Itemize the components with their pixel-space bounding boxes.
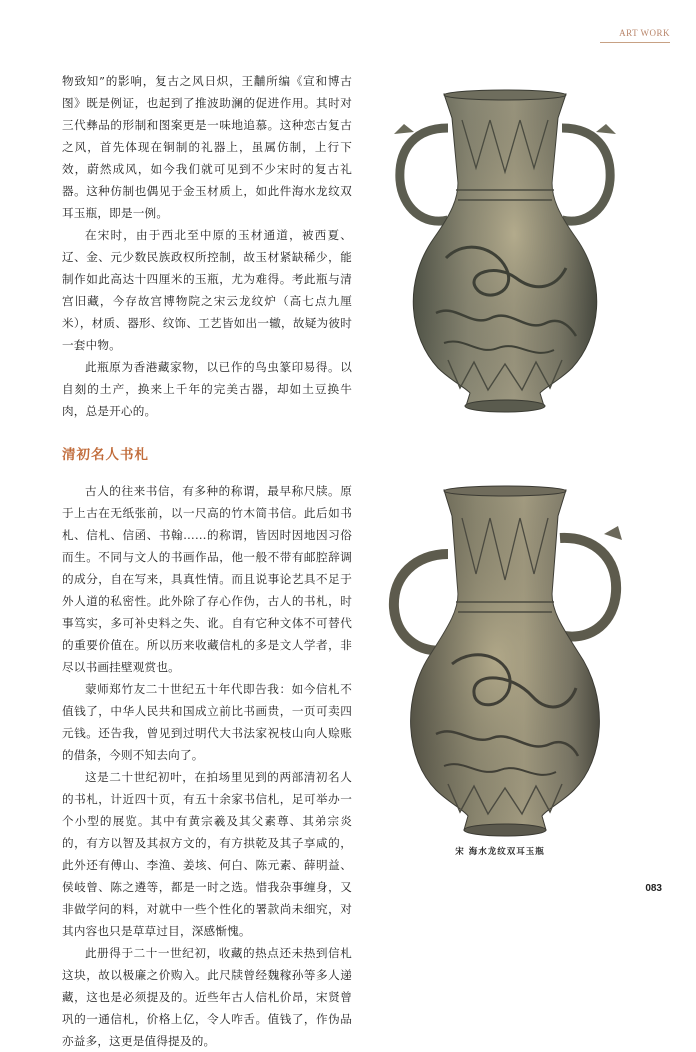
paragraph: 这是二十世纪初叶，在拍场里见到的两部清初名人的书札，计近四十页，有五十余家书信札，足可举办一个小型的展览。其中有黄宗羲及其父素尊、其弟宗炎的，有方以智及其叔方文的，有方拱乾及其子享咸的，此外还有傅山、李渔、姜垓、何白、陈元素、薛明益、侯岐曾、陈之遴等，都是一时之选。惜我杂事缠身，又非做学问的料，对就中一些个性化的署款尚未细究，对其内容也只是草草过目，深感惭愧。 <box>62 770 352 938</box>
figure-caption: 宋 海水龙纹双耳玉瓶 <box>455 847 545 857</box>
running-header: ART WORK <box>619 28 670 38</box>
paragraph: 此瓶原为香港藏家物，以已作的鸟虫篆印易得。以自刻的土产，换来上千年的完美古器，却如土豆换牛肉，总是开心的。 <box>62 360 352 418</box>
paragraph: 蒙师郑竹友二十世纪五十年代即告我：如今信札不值钱了，中华人民共和国成立前比书画贵，一页可卖四元钱。还告我，曾见到过明代大书法家祝枝山向人赊账的借条，今则不知去向了。 <box>62 682 352 762</box>
paragraph: 古人的往来书信，有多种的称谓，最早称尺牍。原于上古在无纸张前，以一尺高的竹木简书信。此后如书札、信札、信函、书翰……的称谓，皆因时因地因习俗而生。不同与文人的书画作品，他一般不带有邮腔辞调的成分，自在写来，具真性情。而且说事论艺具不足于外人道的私密性。此外除了存心作伪，古人的书札，时事笃实，多可补史料之失、讹。自有它种文体不可替代的重要价值在。所以历来收藏信札的多是文人学者，非尽以书画挂壁观赏也。 <box>62 484 352 674</box>
jade-vase-photo-side <box>382 484 626 839</box>
page-number: 083 <box>645 883 662 894</box>
paragraph: 此册得于二十一世纪初，收藏的热点还未热到信札这块，故以极廉之价购入。此尺牍曾经魏稼孙等多人递藏，这也是必须提及的。近些年古人信札价昂，宋贤曾巩的一通信札，价格上亿，令人咋舌。值钱了，作伪品亦益多，这更是值得提及的。 <box>62 946 352 1048</box>
section-heading: 清初名人书札 <box>62 447 149 463</box>
paragraph: 在宋时，由于西北至中原的玉材通道，被西夏、辽、金、元少数民族政权所控制，故玉材紧缺稀少，能制作如此高达十四厘米的玉瓶，尤为难得。考此瓶与清宫旧藏，今存故宫博物院之宋云龙纹炉（高七点九厘米），材质、器形、纹饰、工艺皆如出一辙，故疑为彼时一套中物。 <box>62 228 352 352</box>
article-text-column <box>62 70 352 1052</box>
paragraph-continued: 物致知”的影响，复古之风日炽，王黼所编《宣和博古图》既是例证，也起到了推波助澜的促进作用。其时对三代彝品的形制和图案更是一味地追慕。这种恋古复古之风，首先体现在铜制的礼器上，虽属仿制，上行下效，蔚然成风，如今我们就可见到不少宋时的复古礼器。这种仿制也偶见于金玉材质上，如此件海水龙纹双耳玉瓶，即是一例。 <box>62 74 352 220</box>
header-rule <box>600 42 670 43</box>
jade-vase-photo-front <box>386 88 624 420</box>
